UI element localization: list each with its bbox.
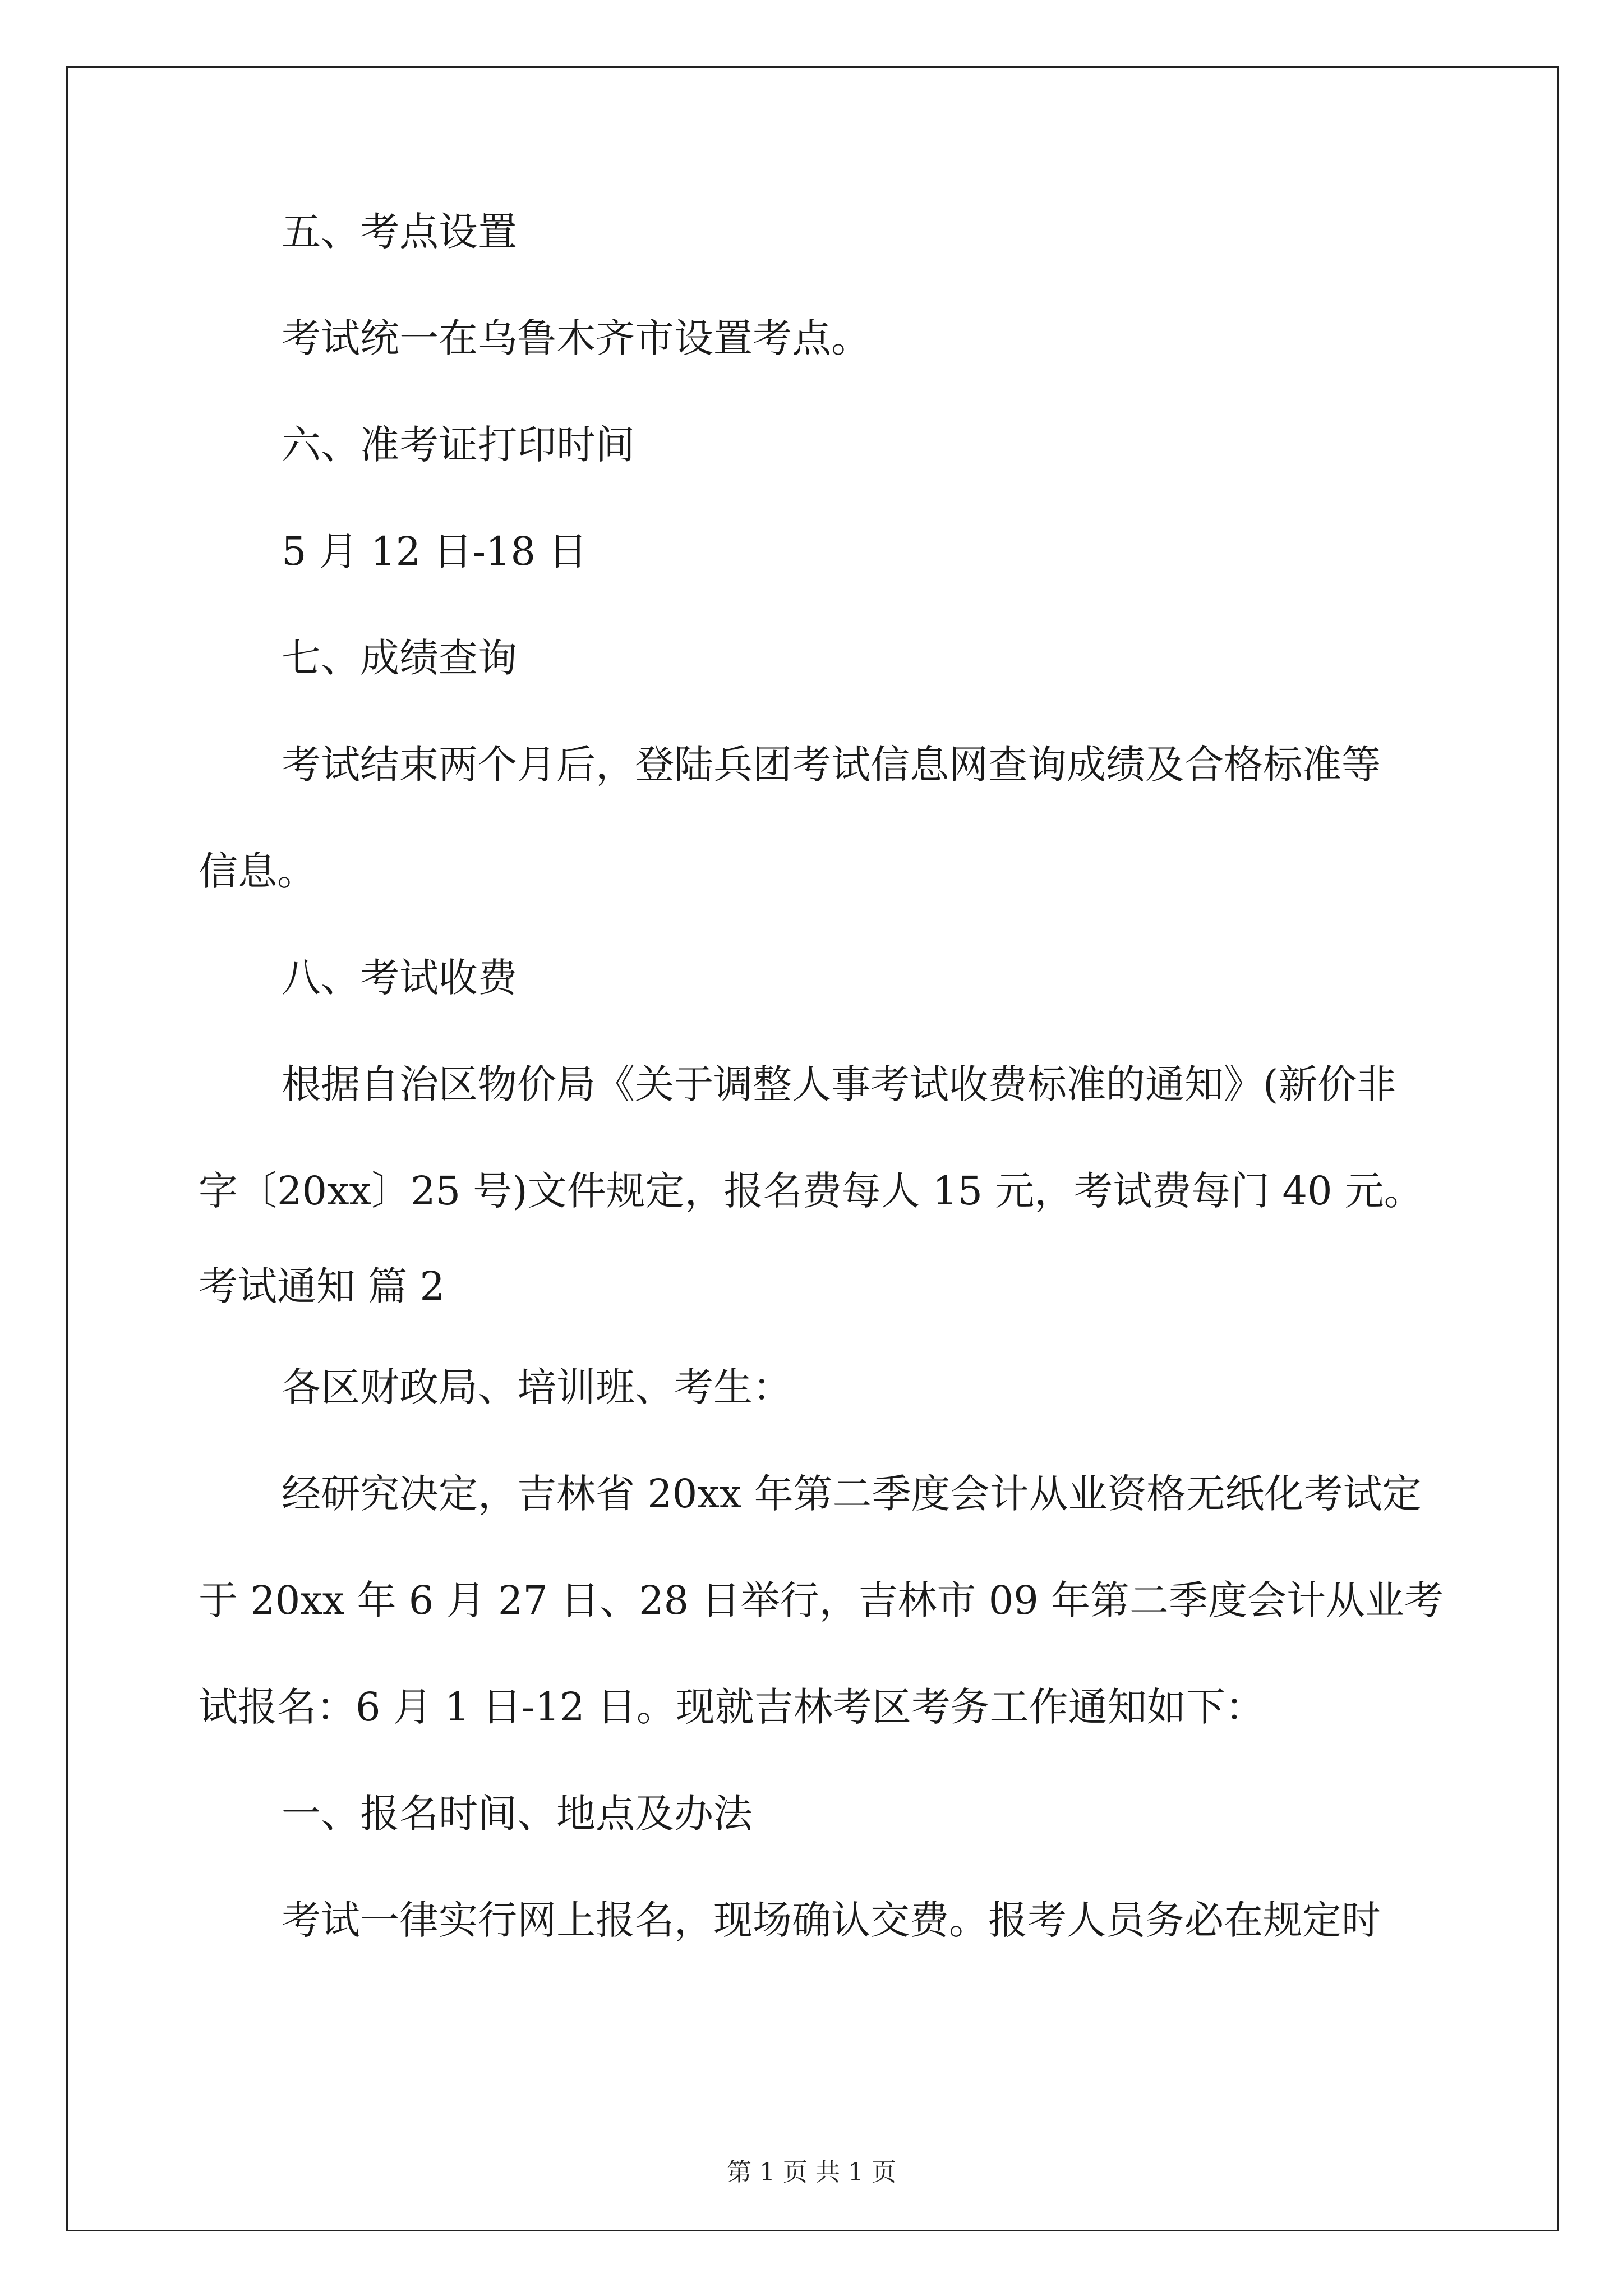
paragraph-line: 根据自治区物价局《关于调整人事考试收费标准的通知》(新价非 — [282, 1061, 1396, 1107]
salutation-line: 各区财政局、培训班、考生： — [282, 1364, 792, 1410]
heading-registration: 一、报名时间、地点及办法 — [282, 1791, 753, 1837]
paragraph-line: 考试一律实行网上报名，现场确认交费。报考人员务必在规定时 — [282, 1897, 1381, 1943]
paragraph-line: 信息。 — [199, 848, 316, 894]
paragraph-line: 5 月 12 日-18 日 — [282, 528, 588, 574]
paragraph-line: 于 20xx 年 6 月 27 日、28 日举行，吉林市 09 年第二季度会计从业考 — [199, 1577, 1444, 1623]
section-title: 考试通知 篇 2 — [199, 1263, 445, 1309]
heading-score-query: 七、成绩查询 — [282, 635, 517, 681]
paragraph-line: 字〔20xx〕25 号)文件规定，报名费每人 15 元，考试费每门 40 元。 — [199, 1168, 1423, 1214]
paragraph-line: 考试统一在乌鲁木齐市设置考点。 — [282, 315, 870, 361]
paragraph-line: 考试结束两个月后，登陆兵团考试信息网查询成绩及合格标准等 — [282, 742, 1381, 788]
page-number-footer: 第 1 页 共 1 页 — [727, 2158, 896, 2187]
heading-exam-fees: 八、考试收费 — [282, 955, 517, 1001]
paragraph-line: 试报名：6 月 1 日-12 日。现就吉林考区考务工作通知如下： — [199, 1684, 1265, 1730]
paragraph-line: 经研究决定，吉林省 20xx 年第二季度会计从业资格无纸化考试定 — [282, 1471, 1422, 1517]
heading-admission-ticket: 六、准考证打印时间 — [282, 422, 635, 468]
heading-exam-sites: 五、考点设置 — [282, 209, 517, 255]
